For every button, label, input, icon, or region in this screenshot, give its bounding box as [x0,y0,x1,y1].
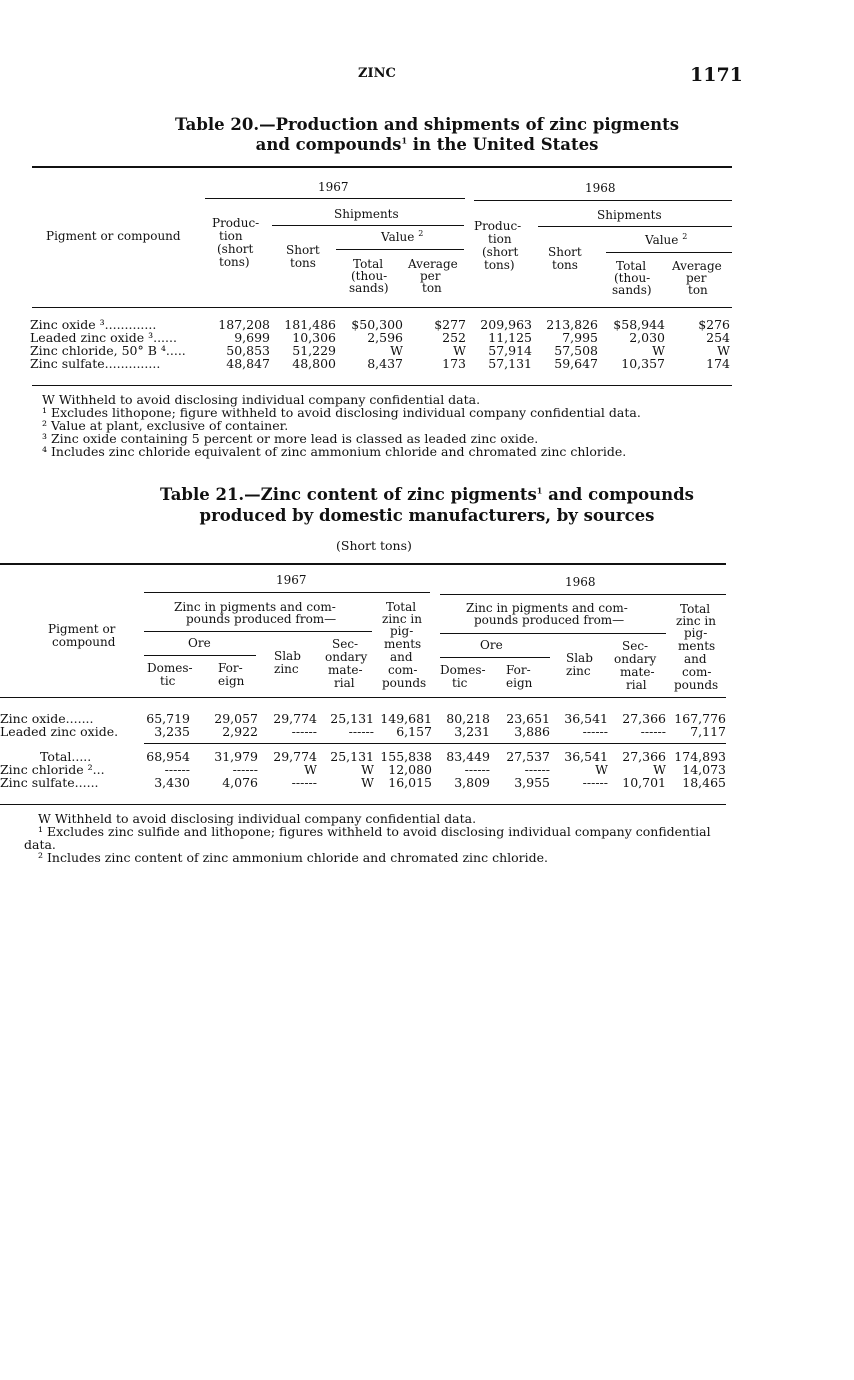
table-cell: 174 [706,356,730,371]
t21-footnote: ¹ Excludes zinc sulfide and lithopone; figures withheld to avoid disclosing individual company confidential [38,824,711,839]
table-cell: 10,306 [292,330,336,345]
row-label: Zinc oxide....... [0,711,94,726]
table-cell: $277 [434,317,466,332]
t21-total-1968-l4: ments [678,639,716,653]
table-cell: $58,944 [613,317,665,332]
t21-dom-1967-l2: tic [160,674,176,688]
table-cell: 2,030 [629,330,665,345]
t21-slab-1968-l1: Slab [566,651,593,665]
table-row [0,776,854,789]
t20-prod-1967-l4: tons) [219,255,250,269]
table-cell: 65,719 [146,711,190,726]
t20-rule-ship-1968 [538,226,732,227]
table-cell: 181,486 [284,317,336,332]
table-cell: 59,647 [554,356,598,371]
t20-total-1967-l1: Total [353,257,384,271]
t21-zinc-in-1968-l2: pounds produced from— [474,613,625,627]
table-cell: 209,963 [480,317,532,332]
row-label: Total..... [40,749,92,764]
table-cell: 174,893 [674,749,726,764]
row-label: Zinc chloride, 50° B ⁴..... [30,343,186,358]
t21-year-1967: 1967 [276,573,307,587]
table-cell: 25,131 [330,711,374,726]
table21-title-line2: produced by domestic manufacturers, by sources [199,506,655,525]
t20-shipments-1968: Shipments [597,208,662,222]
table-cell: 7,995 [562,330,598,345]
table-cell: 14,073 [682,762,726,777]
t20-footnote: ¹ Excludes lithopone; figure withheld to avoid disclosing individual company confidential data. [42,405,641,420]
t21-for-1968-l2: eign [506,676,533,690]
t20-prod-1968-l2: tion [488,232,512,246]
table-cell: 68,954 [146,749,190,764]
table-cell: ------ [582,775,608,790]
t20-year-1967: 1967 [318,180,349,194]
table-cell: 3,809 [454,775,490,790]
table-cell: 6,157 [396,724,432,739]
table-cell: 155,838 [380,749,432,764]
t20-total-1967-l2: (thou- [351,269,388,283]
table-row [0,725,854,738]
t20-avg-1968-l2: per [686,271,707,285]
table21-footnotes [24,811,711,865]
t20-footnote: ³ Zinc oxide containing 5 percent or more lead is classed as leaded zinc oxide. [42,431,539,446]
t21-slab-1968-l2: zinc [566,664,591,678]
t20-short-1967-l1: Short [286,243,320,257]
t21-dom-1968-l1: Domes- [440,663,486,677]
t21-sec-1968-l4: rial [626,678,647,692]
t21-for-1967-l1: For- [218,661,243,675]
table-cell: $50,300 [351,317,403,332]
t21-total-1967-l7: pounds [382,676,427,690]
page-number: 1171 [690,64,743,86]
table-cell: 50,853 [226,343,270,358]
table-cell: 57,914 [488,343,532,358]
t21-total-1967-l3: pig- [390,624,414,638]
t20-bottom-rule [32,385,732,386]
table-cell: ------ [524,762,550,777]
table-cell: 3,430 [154,775,190,790]
t21-zinc-in-1967-l1: Zinc in pigments and com- [174,600,336,614]
table-cell: W [717,343,730,358]
t20-pigment-header: Pigment or compound [46,229,181,243]
t20-avg-1968-l1: Average [672,259,722,273]
table-cell: 29,057 [214,711,258,726]
t20-total-1968-l2: (thou- [614,271,651,285]
t21-zinc-in-1967-l2: pounds produced from— [186,612,337,626]
table-cell: W [361,775,374,790]
t21-rule-1967 [144,592,430,593]
t20-rule-1968 [474,200,732,201]
row-label: Leaded zinc oxide. [0,724,119,739]
t20-footnote: W Withheld to avoid disclosing individual company confidential data. [42,392,481,407]
table-cell: W [453,343,466,358]
t20-footnote: ² Value at plant, exclusive of container. [42,418,289,433]
t20-avg-1967-l1: Average [408,257,458,271]
t21-slab-1967-l1: Slab [274,649,301,663]
t21-total-1967-l2: zinc in [382,612,422,626]
table-cell: 2,596 [367,330,403,345]
table-cell: 167,776 [674,711,726,726]
t20-short-1967-l2: tons [290,256,316,270]
t21-dom-1967-l1: Domes- [147,661,193,675]
table20-title-line1: Table 20.—Production and shipments of zinc pigments [174,115,680,134]
table-cell: ------ [640,724,666,739]
t20-avg-1967-l3: ton [422,281,442,295]
t20-total-1967-l3: sands) [349,281,389,295]
table-cell: 254 [706,330,730,345]
table-cell: 173 [442,356,466,371]
t20-avg-1967-l2: per [420,269,441,283]
row-label: Zinc sulfate.............. [30,356,161,371]
t21-total-1968-l1: Total [680,602,711,616]
t20-prod-1967-l3: (short [217,242,254,256]
table-cell: 10,357 [621,356,665,371]
table21-top-rule [0,563,726,565]
t21-total-rule [144,743,726,744]
table-cell: 3,886 [514,724,550,739]
table-cell: 57,131 [488,356,532,371]
table-cell: W [390,343,403,358]
t20-prod-1968-l4: tons) [484,258,515,272]
t21-dom-1968-l2: tic [452,676,468,690]
row-label: Zinc chloride ²... [0,762,105,777]
t20-prod-1968-l1: Produc- [474,219,522,233]
t20-prod-1967-l1: Produc- [212,216,260,230]
table-cell: 3,955 [514,775,550,790]
t20-value-1968: Value $^2$ [645,232,688,247]
t20-avg-1968-l3: ton [688,283,708,297]
t21-footnote: data. [24,837,56,852]
table-cell: 16,015 [388,775,432,790]
table-cell: 7,117 [690,724,726,739]
row-label: Zinc oxide ³............. [30,317,157,332]
t20-total-1968-l3: sands) [612,283,652,297]
table-cell: 27,366 [622,711,666,726]
t21-total-1968-l5: and [684,652,707,666]
t20-short-1968-l2: tons [552,258,578,272]
t21-slab-1967-l2: zinc [274,662,299,676]
table-cell: 2,922 [222,724,258,739]
t21-rule-zinc-1968 [440,633,666,634]
table-cell: 48,847 [226,356,270,371]
table-cell: 252 [442,330,466,345]
t21-total-1967-l1: Total [386,600,417,614]
table-cell: W [595,762,608,777]
t20-value-1967: Value $^2$ [381,229,424,244]
t21-rule-ore-1968 [440,657,550,658]
table-cell: 3,235 [154,724,190,739]
table-cell: 8,437 [367,356,403,371]
table-cell: W [652,343,665,358]
table21-title-line1: Table 21.—Zinc content of zinc pigments$^1$ and compounds [160,485,694,504]
table-cell: 36,541 [564,711,608,726]
table-cell: 27,366 [622,749,666,764]
table-cell: 48,800 [292,356,336,371]
t20-rule-1967 [205,198,465,199]
t21-footnote: W Withheld to avoid disclosing individual company confidential data. [38,811,477,826]
table-row [0,357,854,370]
table20-footnotes [42,393,641,458]
table-cell: 23,651 [506,711,550,726]
table-cell: 31,979 [214,749,258,764]
t21-rule-1968 [440,594,726,595]
t21-sec-1968-l3: mate- [620,665,655,679]
table-cell: 29,774 [273,749,317,764]
table-cell: 4,076 [222,775,258,790]
t21-rule-ore-1967 [144,655,256,656]
table-cell: 18,465 [682,775,726,790]
table-cell: 29,774 [273,711,317,726]
t20-rule-val-1967 [336,249,464,250]
table21-unit: (Short tons) [336,538,412,553]
t21-bottom-rule [0,804,726,805]
table-cell: W [304,762,317,777]
t20-prod-1968-l3: (short [482,245,519,259]
table-cell: $276 [698,317,730,332]
table-cell: 51,229 [292,343,336,358]
table-cell: 57,508 [554,343,598,358]
t21-total-1967-l6: com- [388,663,418,677]
t21-sec-1967-l3: mate- [328,663,363,677]
t20-short-1968-l1: Short [548,245,582,259]
t21-rule-zinc-1967 [144,631,372,632]
t20-total-1968-l1: Total [616,259,647,273]
t21-pigment-l2: compound [52,635,116,649]
table-cell: ------ [291,775,317,790]
t21-ore-1968: Ore [480,638,503,652]
t20-rule-val-1968 [606,252,732,253]
t21-total-1967-l4: ments [384,637,422,651]
t21-total-1968-l7: pounds [674,678,719,692]
t21-sec-1967-l4: rial [334,676,355,690]
t20-footnote: ⁴ Includes zinc chloride equivalent of zinc ammonium chloride and chromated zinc chloride. [42,444,627,459]
table-cell: W [361,762,374,777]
t21-for-1967-l2: eign [218,674,245,688]
t20-rule-ship-1967 [272,225,464,226]
row-label: Zinc sulfate...... [0,775,99,790]
running-head: ZINC [358,66,396,81]
t21-footnote: ² Includes zinc content of zinc ammonium chloride and chromated zinc chloride. [38,850,548,865]
t21-sec-1967-l1: Sec- [332,637,359,651]
table-cell: 80,218 [446,711,490,726]
t20-prod-1967-l2: tion [219,229,243,243]
t21-sec-1968-l2: ondary [614,652,657,666]
table-cell: ------ [164,762,190,777]
table20-title-line2: and compounds$^1$ in the United States [255,135,599,154]
t21-zinc-in-1968-l1: Zinc in pigments and com- [466,601,628,615]
table-cell: 36,541 [564,749,608,764]
row-label: Leaded zinc oxide ³...... [30,330,177,345]
table-cell: 187,208 [218,317,270,332]
table-cell: ------ [582,724,608,739]
t21-year-1968: 1968 [565,575,596,589]
table-cell: 11,125 [488,330,532,345]
table-cell: 25,131 [330,749,374,764]
t21-total-1968-l2: zinc in [676,614,716,628]
table-cell: 149,681 [380,711,432,726]
t21-for-1968-l1: For- [506,663,531,677]
t20-year-1968: 1968 [585,181,616,195]
table-cell: 9,699 [234,330,270,345]
t21-total-1968-l3: pig- [684,626,708,640]
table-cell: 10,701 [622,775,666,790]
t21-total-1968-l6: com- [682,665,712,679]
t21-sec-1968-l1: Sec- [622,639,649,653]
table-cell: 12,080 [388,762,432,777]
t21-sec-1967-l2: ondary [325,650,368,664]
table-cell: 83,449 [446,749,490,764]
table-cell: ------ [348,724,374,739]
t20-shipments-1967: Shipments [334,207,399,221]
table-cell: 213,826 [546,317,598,332]
t21-pigment-l1: Pigment or [48,622,116,636]
table-cell: 3,231 [454,724,490,739]
table-cell: 27,537 [506,749,550,764]
table-cell: ------ [464,762,490,777]
t21-ore-1967: Ore [188,636,211,650]
t21-total-1967-l5: and [390,650,413,664]
table-cell: ------ [232,762,258,777]
table-cell: ------ [291,724,317,739]
table-cell: W [653,762,666,777]
table20-top-rule [32,166,732,168]
t21-header-rule [0,697,726,698]
t20-header-rule [32,307,732,308]
